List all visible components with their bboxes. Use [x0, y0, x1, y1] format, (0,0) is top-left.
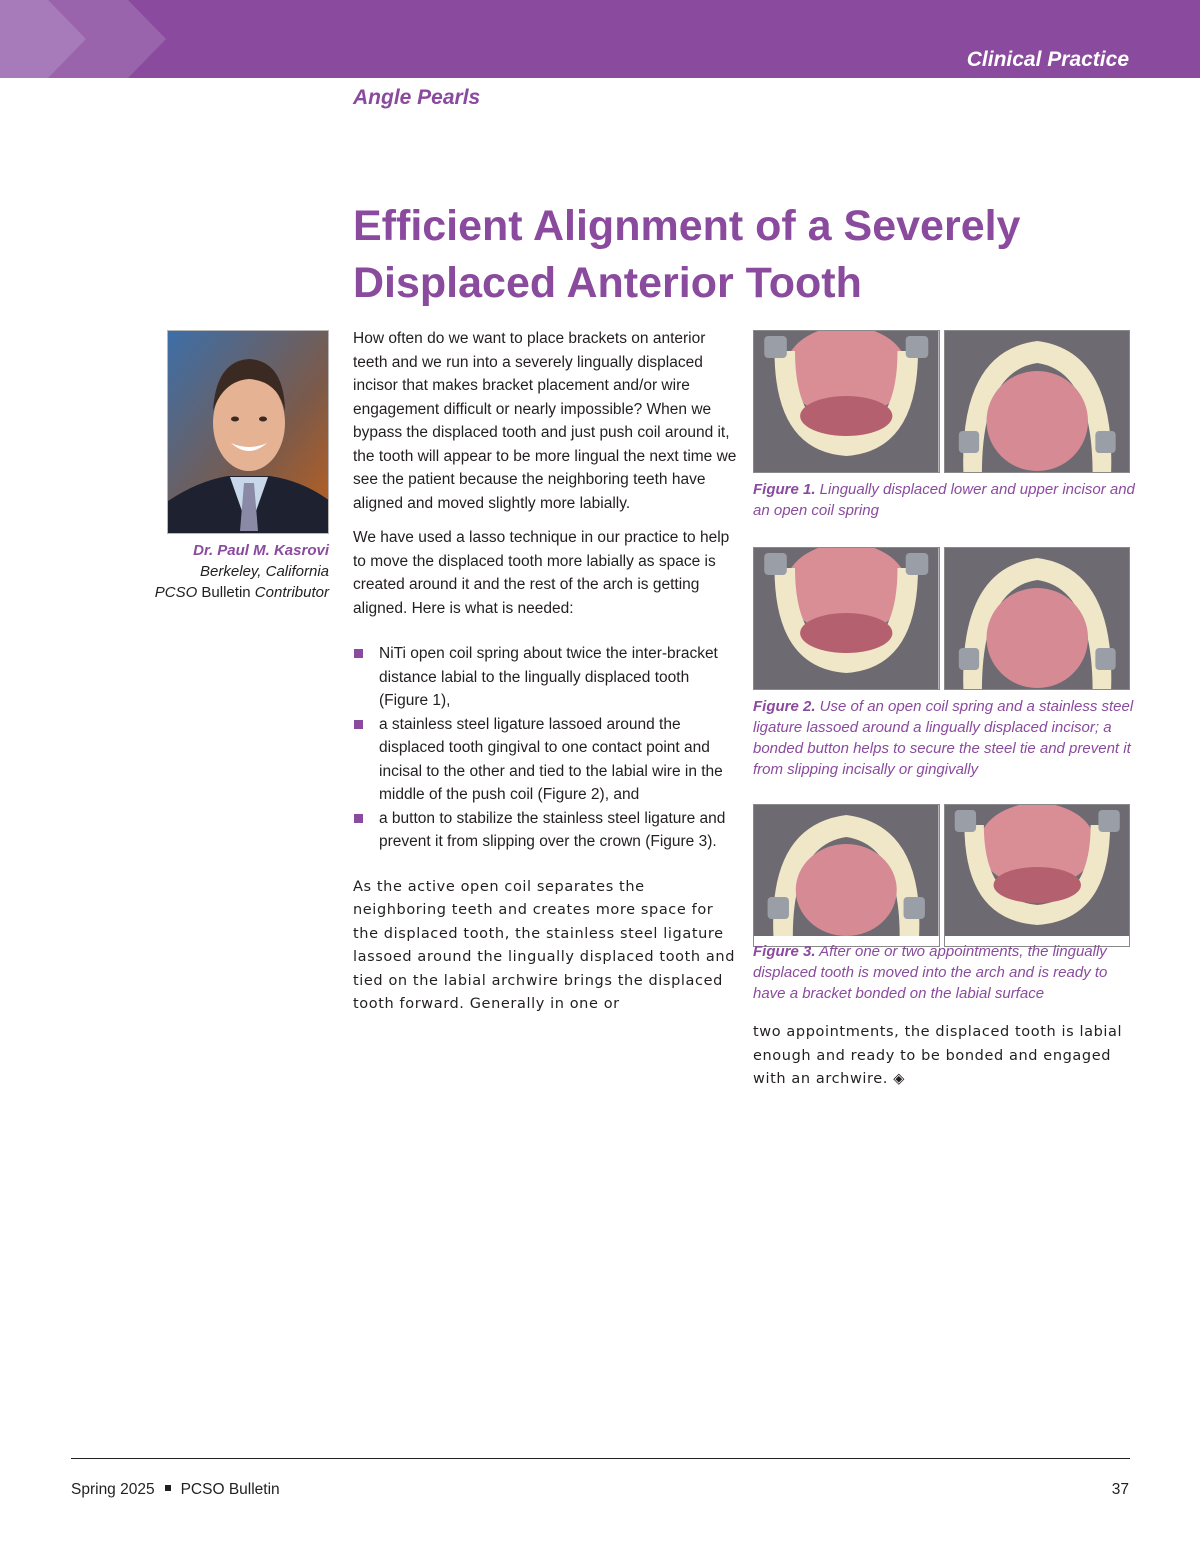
figure-2-photo-upper: [944, 547, 1131, 690]
column-kicker: Angle Pearls: [353, 86, 481, 109]
figure-2-label: Figure 2.: [753, 698, 816, 715]
page-number: 37: [1111, 1481, 1129, 1498]
footer-publication-name: PCSO Bulletin: [180, 1481, 280, 1498]
title-line-1: Efficient Alignment of a Severely: [353, 202, 1021, 250]
author-role-mid: Bulletin: [197, 584, 255, 601]
footer-separator-icon: [165, 1485, 171, 1491]
figure-2-images: [753, 547, 1130, 690]
author-role-title: Contributor: [254, 584, 329, 601]
title-line-2: Displaced Anterior Tooth: [353, 259, 862, 307]
figure-1-caption: [753, 479, 1138, 521]
figure-2-text: Use of an open coil spring and a stainless steel ligature lassoed around a lingually displaced incisor; a bonded button helps to secure the steel tie and prevent it from slipping incisally or gingivally: [753, 698, 1134, 778]
article-title: [353, 198, 1153, 312]
figure-3-text: After one or two appointments, the lingually displaced tooth is moved into the arch and is ready to have a bracket bonded on the labial surface: [753, 943, 1108, 1002]
figure-1-photo-lower: [753, 330, 940, 473]
chevron-decoration-icon: [0, 0, 180, 78]
figure-1-images: [753, 330, 1130, 473]
figure-3-photo-upper: [753, 804, 940, 947]
requirements-list: [353, 642, 738, 854]
figure-3-caption: [753, 941, 1138, 1004]
author-role-pub: PCSO: [154, 584, 198, 601]
list-item: a stainless steel ligature lassoed around the displaced tooth gingival to one contact point and incisal to the other and tied to the labial wire in the middle of the push coil (Figure 2), and: [353, 713, 738, 807]
paragraph-4: two appointments, the displaced tooth is labial enough and ready to be bonded and engaged with an archwire. ◈: [753, 1024, 1123, 1087]
paragraph-2: We have used a lasso technique in our practice to help to move the displaced tooth more labially as space is created around it and the rest of the arch is getting aligned. Here is what is needed:: [353, 529, 730, 617]
author-name: Dr. Paul M. Kasrovi: [193, 542, 329, 559]
figure-1-photo-upper: [944, 330, 1131, 473]
figure-3-label: Figure 3.: [753, 943, 816, 960]
figure-3-images: [753, 804, 1130, 947]
section-label: Clinical Practice: [966, 48, 1129, 71]
author-photo: [167, 330, 329, 534]
author-info: [155, 540, 329, 603]
figure-1-label: Figure 1.: [753, 481, 816, 498]
author-role: [155, 582, 329, 603]
figure-2-caption: [753, 696, 1138, 780]
footer-season: Spring 2025: [71, 1481, 155, 1498]
list-item: NiTi open coil spring about twice the inter-bracket distance labial to the lingually displaced tooth (Figure 1),: [353, 642, 738, 713]
list-item: a button to stabilize the stainless steel ligature and prevent it from slipping over the crown (Figure 3).: [353, 807, 738, 854]
author-location: Berkeley, California: [200, 563, 329, 580]
paragraph-3: As the active open coil separates the neighboring teeth and creates more space for the displaced tooth, the stainless steel ligature lassoed around the lingually displaced tooth and tied on the labial archwire brings the displaced tooth forward. Generally in one or: [353, 878, 736, 1012]
figure-1-text: Lingually displaced lower and upper incisor and an open coil spring: [753, 481, 1135, 519]
body-column-left: [353, 327, 738, 1017]
header-bar: [0, 0, 1200, 78]
figure-3-photo-lower: [944, 804, 1131, 947]
footer-divider: [71, 1458, 1130, 1459]
paragraph-1: How often do we want to place brackets on anterior teeth and we run into a severely lingually displaced incisor that makes bracket placement and/or wire engagement difficult or nearly impossible? When we bypass the displaced tooth and just push coil around it, the tooth will appear to be more lingual the next time we see the patient because the neighboring teeth have aligned and moved slightly more labially.: [353, 330, 737, 512]
figure-2-photo-lower: [753, 547, 940, 690]
footer-publication: [71, 1481, 280, 1499]
